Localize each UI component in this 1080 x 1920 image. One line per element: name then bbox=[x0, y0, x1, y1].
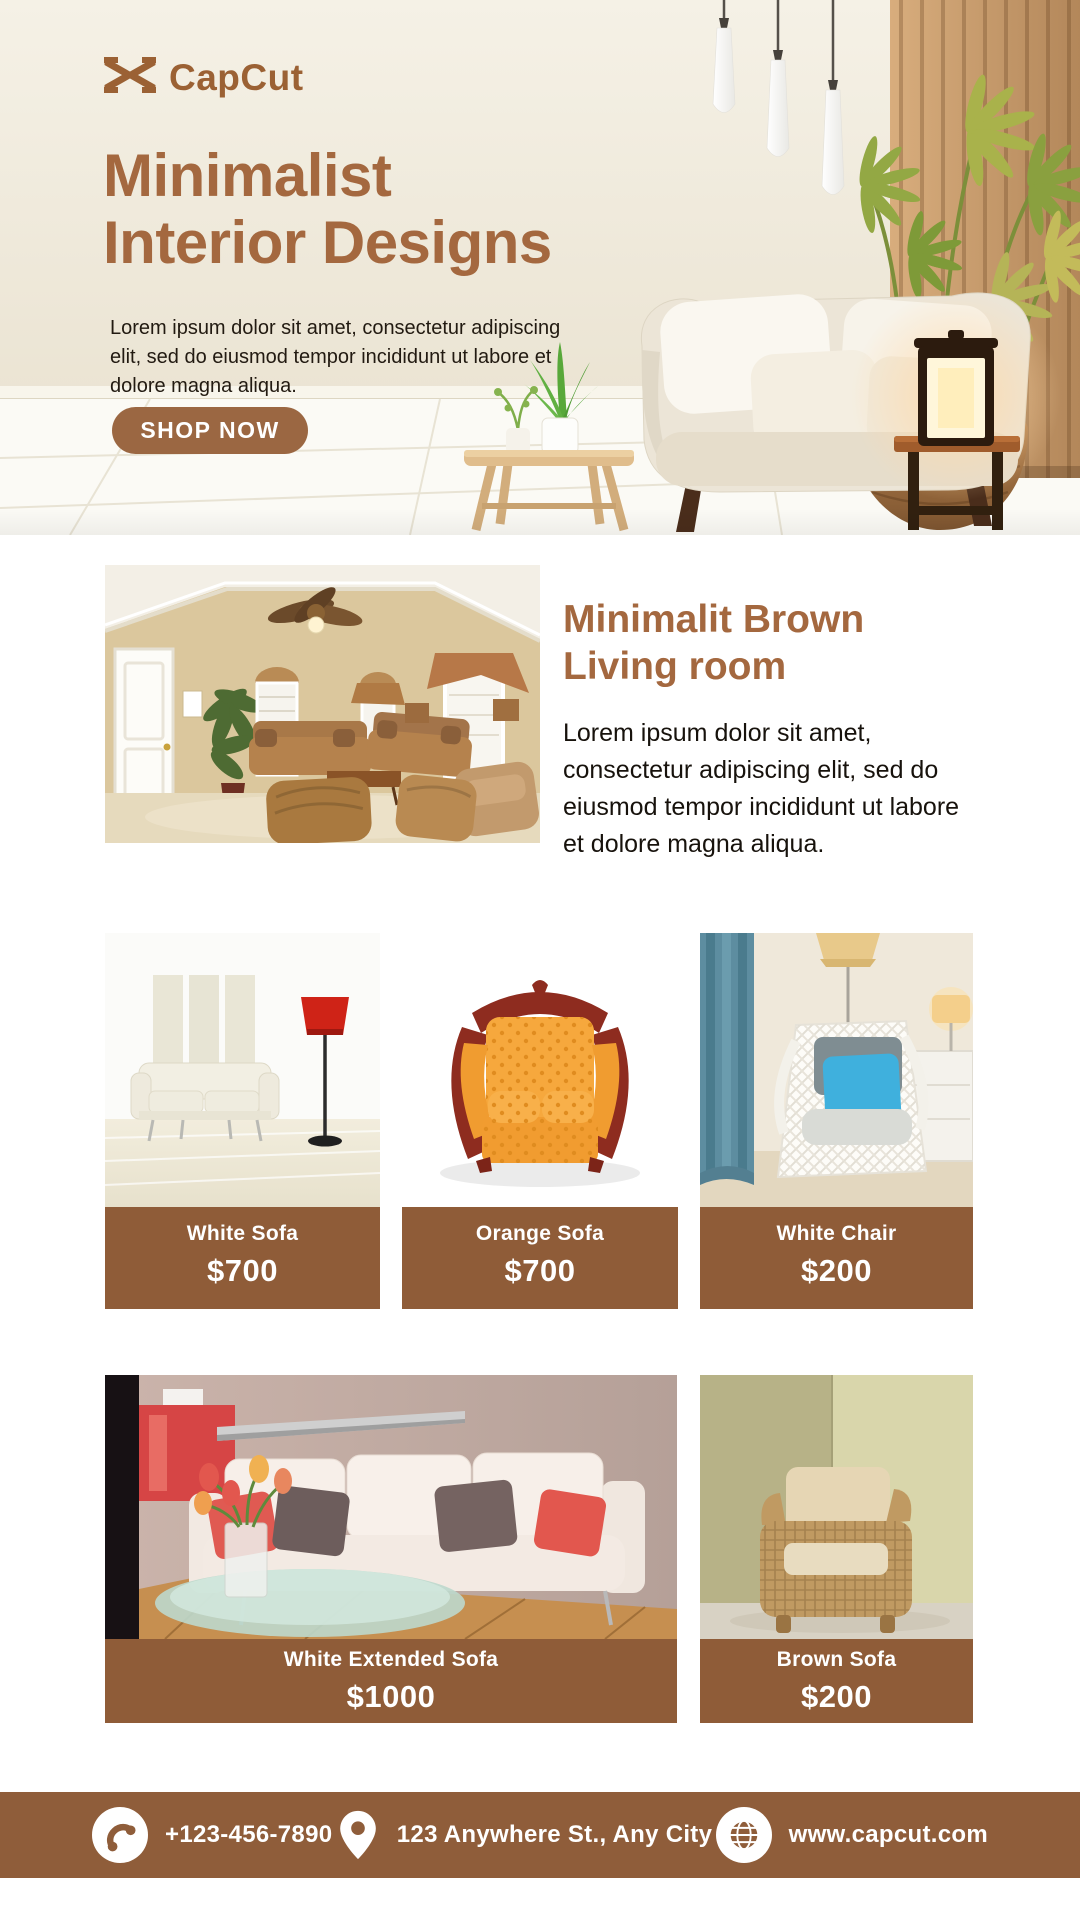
product-name: White Chair bbox=[776, 1222, 897, 1245]
product-name: Orange Sofa bbox=[475, 1222, 605, 1245]
product-card-orange-sofa[interactable] bbox=[402, 933, 678, 1309]
footer-website[interactable] bbox=[716, 1807, 988, 1863]
phone-icon bbox=[92, 1807, 148, 1863]
footer-address[interactable] bbox=[336, 1807, 712, 1863]
living-room-photo bbox=[105, 565, 540, 843]
rattan-chair bbox=[778, 1021, 926, 1177]
brown-sofa-image bbox=[700, 1375, 973, 1639]
footer-phone[interactable] bbox=[92, 1807, 332, 1863]
footer-phone-text: +123-456-7890 bbox=[165, 1821, 333, 1848]
product-price: $1000 bbox=[346, 1679, 436, 1714]
capcut-logo-icon bbox=[104, 54, 156, 101]
orange-sofa-image bbox=[402, 933, 678, 1207]
globe-icon bbox=[716, 1807, 772, 1863]
product-card-white-sofa[interactable] bbox=[105, 933, 380, 1309]
contact-footer bbox=[0, 1792, 1080, 1878]
hero-description: Lorem ipsum dolor sit amet, consectetur adipiscing elit, sed do eiusmod tempor incididunt ut labore et dolore magna aliqua. bbox=[110, 317, 561, 397]
product-card-brown-sofa[interactable] bbox=[700, 1375, 973, 1723]
product-card-white-extended-sofa[interactable] bbox=[105, 1375, 677, 1723]
location-pin-icon bbox=[336, 1807, 380, 1863]
product-label-band bbox=[402, 1207, 678, 1309]
product-label-band bbox=[105, 1639, 677, 1723]
white-chair-image bbox=[700, 933, 973, 1207]
white-extended-sofa-image bbox=[105, 1375, 677, 1639]
product-label-band bbox=[105, 1207, 380, 1309]
shop-now-button[interactable]: SHOP NOW bbox=[112, 407, 308, 454]
product-name: Brown Sofa bbox=[776, 1648, 897, 1671]
product-price: $700 bbox=[504, 1253, 576, 1288]
page-title: Minimalist Interior Designs bbox=[103, 142, 552, 277]
product-label-band bbox=[700, 1639, 973, 1723]
hero-section bbox=[0, 0, 1080, 535]
product-name: White Sofa bbox=[186, 1222, 299, 1245]
product-price: $700 bbox=[207, 1253, 278, 1288]
product-card-white-chair[interactable] bbox=[700, 933, 973, 1309]
product-price: $200 bbox=[801, 1253, 872, 1288]
product-label-band bbox=[700, 1207, 973, 1309]
feature-title: Minimalit Brown Living room bbox=[563, 598, 865, 689]
product-name: White Extended Sofa bbox=[283, 1648, 499, 1671]
footer-website-text: www.capcut.com bbox=[788, 1821, 988, 1848]
white-sofa-image bbox=[105, 933, 380, 1207]
teal-curtain bbox=[700, 933, 754, 1185]
hero-bottom-shadow bbox=[0, 509, 1080, 535]
brand-name: CapCut bbox=[169, 56, 304, 98]
brand-logo bbox=[104, 54, 304, 101]
feature-description: Lorem ipsum dolor sit amet, consectetur adipiscing elit, sed do eiusmod tempor incididunt ut labore et dolore magna aliqua. bbox=[563, 719, 960, 858]
product-price: $200 bbox=[801, 1679, 872, 1714]
footer-address-text: 123 Anywhere St., Any City bbox=[396, 1821, 713, 1848]
